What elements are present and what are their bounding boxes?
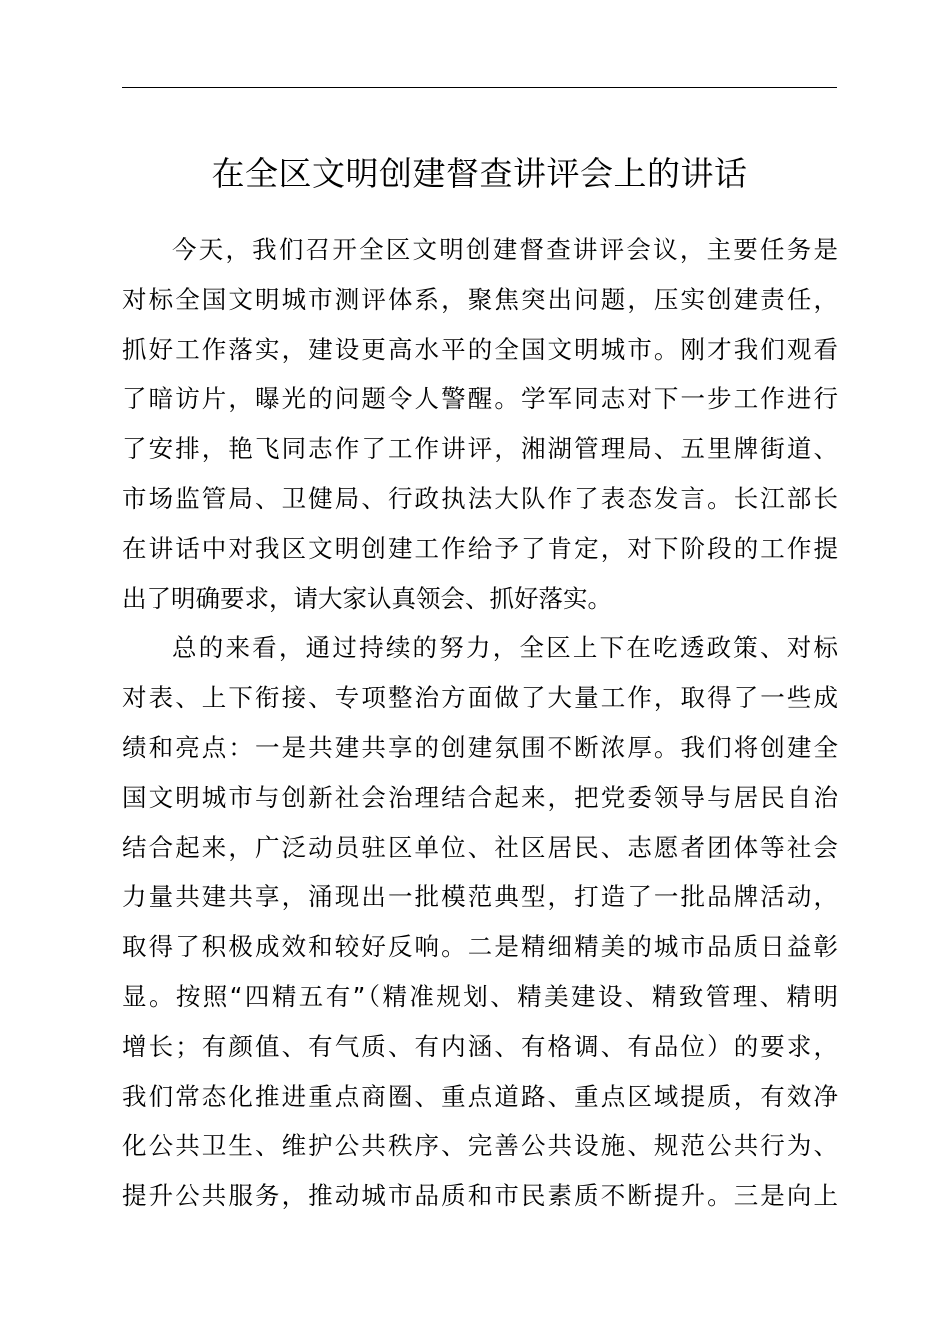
text-line: 我们常态化推进重点商圈、重点道路、重点区域提质，有效净 <box>122 1081 838 1111</box>
text-line: 显。按照“四精五有”（精准规划、精美建设、精致管理、精明 <box>122 981 838 1011</box>
text-line: 在讲话中对我区文明创建工作给予了肯定，对下阶段的工作提 <box>122 533 838 563</box>
text-line: 对表、上下衔接、专项整治方面做了大量工作，取得了一些成 <box>122 683 838 713</box>
header-rule <box>122 87 837 88</box>
document-body <box>122 225 838 1221</box>
text-line: 对标全国文明城市测评体系，聚焦突出问题，压实创建责任， <box>122 284 838 314</box>
text-line: 总的来看，通过持续的努力，全区上下在吃透政策、对标 <box>172 633 838 663</box>
text-line: 力量共建共享，涌现出一批模范典型，打造了一批品牌活动， <box>122 882 838 912</box>
text-line: 增长；有颜值、有气质、有内涵、有格调、有品位）的要求， <box>122 1031 838 1061</box>
text-line: 了安排，艳飞同志作了工作讲评，湘湖管理局、五里牌街道、 <box>122 434 838 464</box>
text-line: 提升公共服务，推动城市品质和市民素质不断提升。三是向上 <box>122 1181 838 1211</box>
text-line: 市场监管局、卫健局、行政执法大队作了表态发言。长江部长 <box>122 483 838 513</box>
text-line: 国文明城市与创新社会治理结合起来，把党委领导与居民自治 <box>122 782 838 812</box>
text-line: 结合起来，广泛动员驻区单位、社区居民、志愿者团体等社会 <box>122 832 838 862</box>
text-line: 抓好工作落实，建设更高水平的全国文明城市。刚才我们观看 <box>122 334 838 364</box>
text-line: 出了明确要求，请大家认真领会、抓好落实。 <box>122 583 612 613</box>
text-line: 取得了积极成效和较好反响。二是精细精美的城市品质日益彰 <box>122 932 838 962</box>
document-title: 在全区文明创建督查讲评会上的讲话 <box>211 154 748 193</box>
text-line: 绩和亮点：一是共建共享的创建氛围不断浓厚。我们将创建全 <box>122 732 838 762</box>
text-line: 化公共卫生、维护公共秩序、完善公共设施、规范公共行为、 <box>122 1131 838 1161</box>
text-line: 了暗访片，曝光的问题令人警醒。学军同志对下一步工作进行 <box>122 384 838 414</box>
text-line: 今天，我们召开全区文明创建督查讲评会议，主要任务是 <box>172 235 838 264</box>
